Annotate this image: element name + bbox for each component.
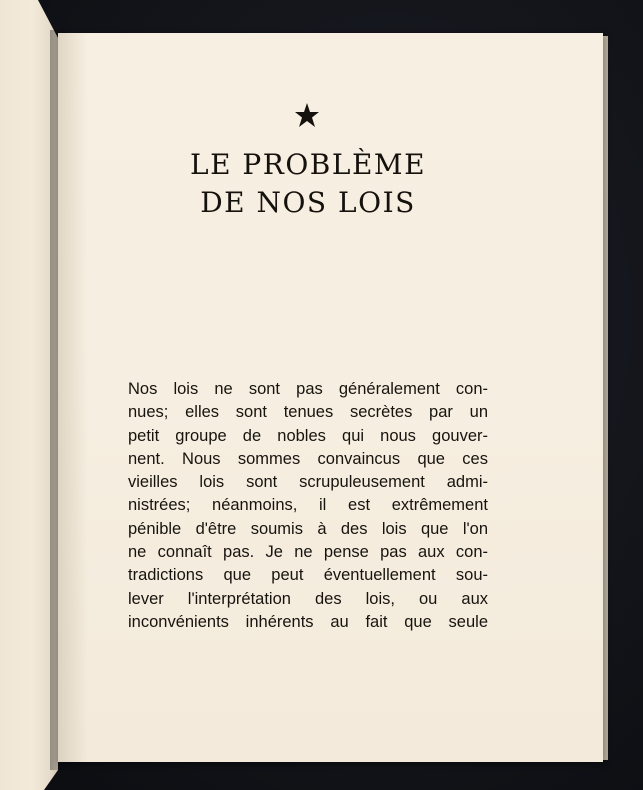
body-line-4: nent. Nous sommes convaincus que ces: [128, 449, 488, 468]
page-shade: [58, 33, 88, 762]
body-line-5: vieilles lois sont scrupuleusement admi-: [128, 473, 488, 492]
body-line-7: pénible d'être soumis à des lois que l'on: [128, 519, 488, 538]
body-line-8: ne connaît pas. Je ne pense pas aux con-: [128, 543, 488, 562]
chapter-title: [138, 146, 478, 222]
body-line-1: Nos lois ne sont pas généralement con-: [128, 380, 488, 398]
body-line-3: petit groupe de nobles qui nous gouver-: [128, 426, 488, 445]
body-line-2: nues; elles sont tenues secrètes par un: [128, 403, 488, 422]
body-line-6: nistrées; néanmoins, il est extrêmement: [128, 496, 488, 515]
star-icon: [294, 102, 320, 128]
body-line-11: inconvénients inhérents au fait que seule: [128, 612, 488, 631]
title-line-1: LE PROBLÈME: [189, 148, 427, 181]
book-page: [58, 33, 603, 762]
body-paragraph: [128, 378, 488, 634]
body-line-10: lever l'interprétation des lois, ou aux: [128, 589, 488, 608]
title-line-2: DE NOS LOIS: [200, 186, 416, 219]
body-line-9: tradictions que peut éventuellement sou-: [128, 566, 488, 585]
